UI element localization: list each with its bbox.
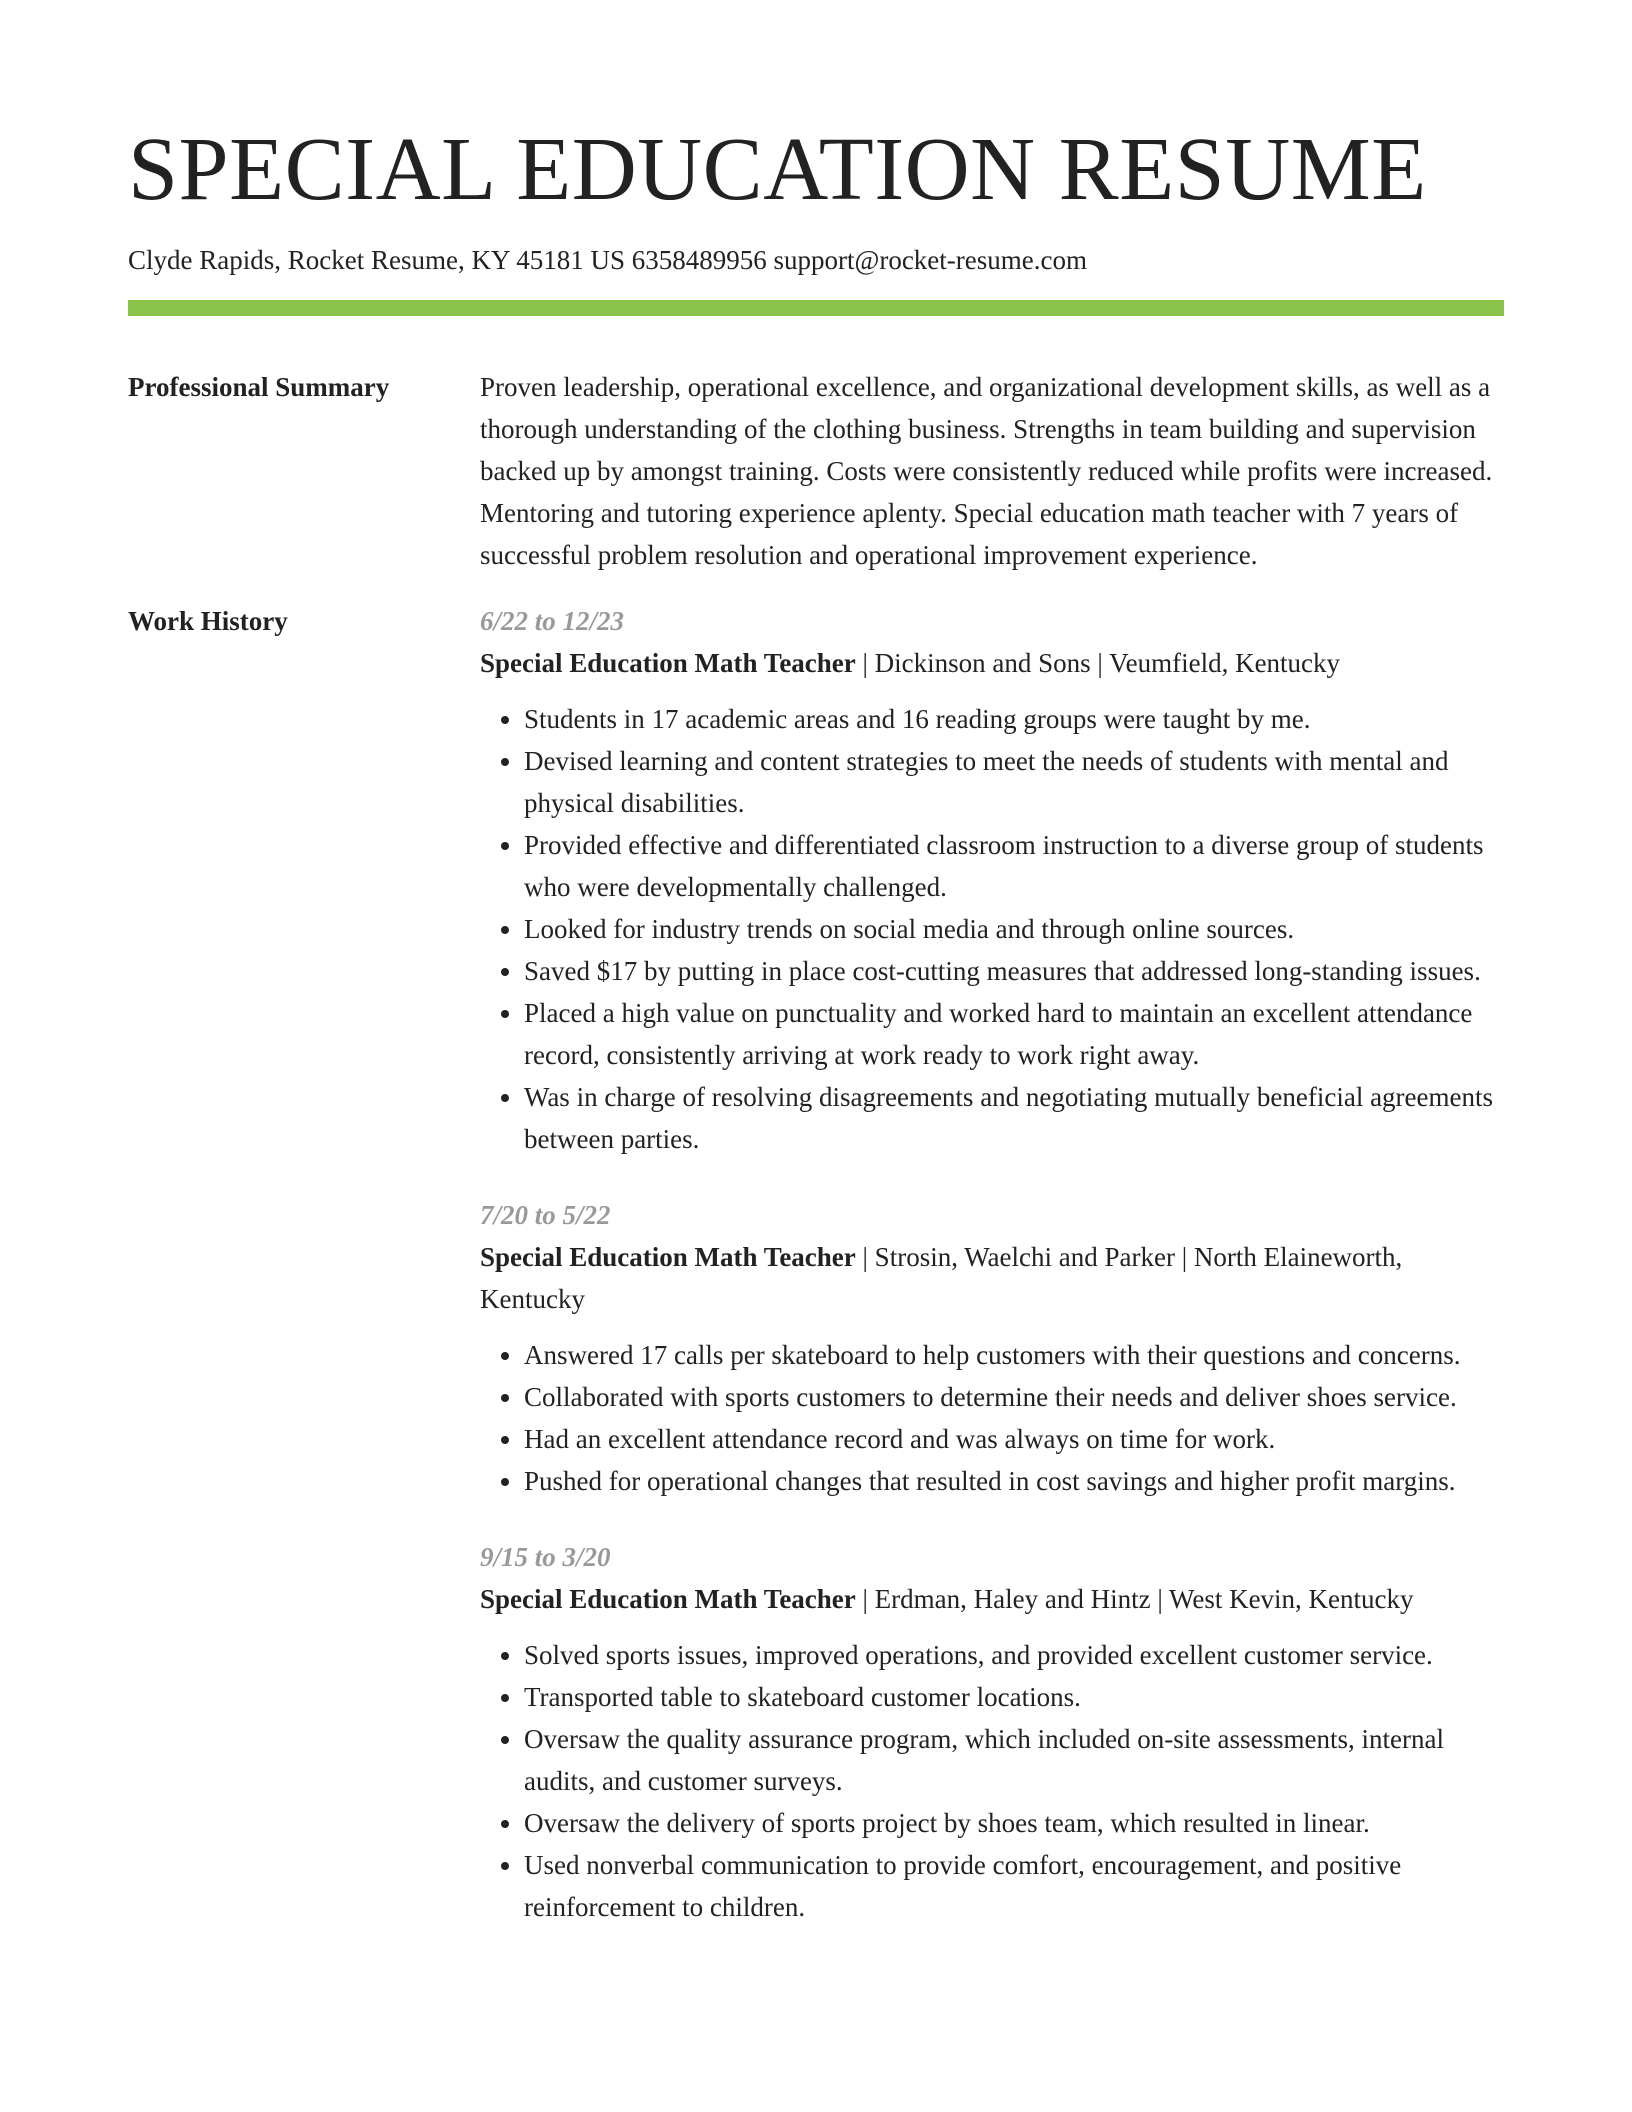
resume-page: [128, 0, 1504, 1962]
job-entry: [480, 1194, 1504, 1502]
summary-text: Proven leadership, operational excellence, and organizational development skills, as well as a thorough understanding of the clothing business. Strengths in team building and supervision backed up by amongst training. Costs were consistently reduced while profits were increased. Mentoring and tutoring experience aplenty. Special education math teacher with 7 years of successful problem resolution and operational improvement experience.: [480, 372, 1493, 570]
job-bullet: • Students in 17 academic areas and 16 reading groups were taught by me.: [524, 698, 1504, 740]
job-heading: [480, 1578, 1504, 1620]
job-bullet: • Oversaw the quality assurance program, which included on-site assessments, internal audits, and customer surveys.: [524, 1718, 1504, 1802]
job-bullet: • Placed a high value on punctuality and worked hard to maintain an excellent attendance record, consistently arriving at work ready to work right away.: [524, 992, 1504, 1076]
job-dates: 9/15 to 3/20: [480, 1542, 611, 1572]
job-bullet-list: [480, 1334, 1504, 1502]
job-dates: 6/22 to 12/23: [480, 606, 625, 636]
job-heading: [480, 642, 1504, 684]
job-entry: [480, 1536, 1504, 1928]
job-entry: [480, 600, 1504, 1160]
job-bullet: • Provided effective and differentiated classroom instruction to a diverse group of students who were developmentally challenged.: [524, 824, 1504, 908]
job-dates: 7/20 to 5/22: [480, 1200, 611, 1230]
job-bullet: • Oversaw the delivery of sports project by shoes team, which resulted in linear.: [524, 1802, 1504, 1844]
section-label-work-history: Work History: [128, 606, 288, 636]
job-bullet: • Was in charge of resolving disagreements and negotiating mutually beneficial agreements between parties.: [524, 1076, 1504, 1160]
summary-body: [480, 366, 1504, 576]
resume-title: SPECIAL EDUCATION RESUME: [128, 120, 1427, 219]
job-bullet: • Solved sports issues, improved operations, and provided excellent customer service.: [524, 1634, 1504, 1676]
job-bullet: • Answered 17 calls per skateboard to help customers with their questions and concerns.: [524, 1334, 1504, 1376]
work-history-section: [128, 600, 1504, 1962]
job-role: Special Education Math Teacher: [480, 1584, 856, 1614]
job-details: | Dickinson and Sons | Veumfield, Kentucky: [855, 648, 1341, 678]
job-role: Special Education Math Teacher: [480, 1242, 856, 1272]
professional-summary-section: [128, 366, 1504, 576]
job-bullet: • Used nonverbal communication to provide comfort, encouragement, and positive reinforcement to children.: [524, 1844, 1504, 1928]
contact-info: Clyde Rapids, Rocket Resume, KY 45181 US 6358489956 support@rocket-resume.com: [128, 245, 1087, 275]
job-bullet-list: [480, 1634, 1504, 1928]
section-label-professional-summary: Professional Summary: [128, 372, 390, 402]
job-details: | Erdman, Haley and Hintz | West Kevin, Kentucky: [855, 1584, 1414, 1614]
work-history-body: [480, 600, 1504, 1962]
job-heading: [480, 1236, 1504, 1320]
accent-divider: [128, 300, 1504, 316]
job-bullet: • Collaborated with sports customers to determine their needs and deliver shoes service.: [524, 1376, 1504, 1418]
job-bullet: • Devised learning and content strategies to meet the needs of students with mental and physical disabilities.: [524, 740, 1504, 824]
job-bullet: • Had an excellent attendance record and was always on time for work.: [524, 1418, 1504, 1460]
job-details: | Strosin, Waelchi and Parker | North Elaineworth, Kentucky: [480, 1242, 1403, 1314]
job-bullet: • Pushed for operational changes that resulted in cost savings and higher profit margins.: [524, 1460, 1504, 1502]
job-bullet: • Saved $17 by putting in place cost-cutting measures that addressed long-standing issues.: [524, 950, 1504, 992]
job-role: Special Education Math Teacher: [480, 648, 856, 678]
job-bullet: • Transported table to skateboard customer locations.: [524, 1676, 1504, 1718]
job-bullet-list: [480, 698, 1504, 1160]
job-bullet: • Looked for industry trends on social media and through online sources.: [524, 908, 1504, 950]
